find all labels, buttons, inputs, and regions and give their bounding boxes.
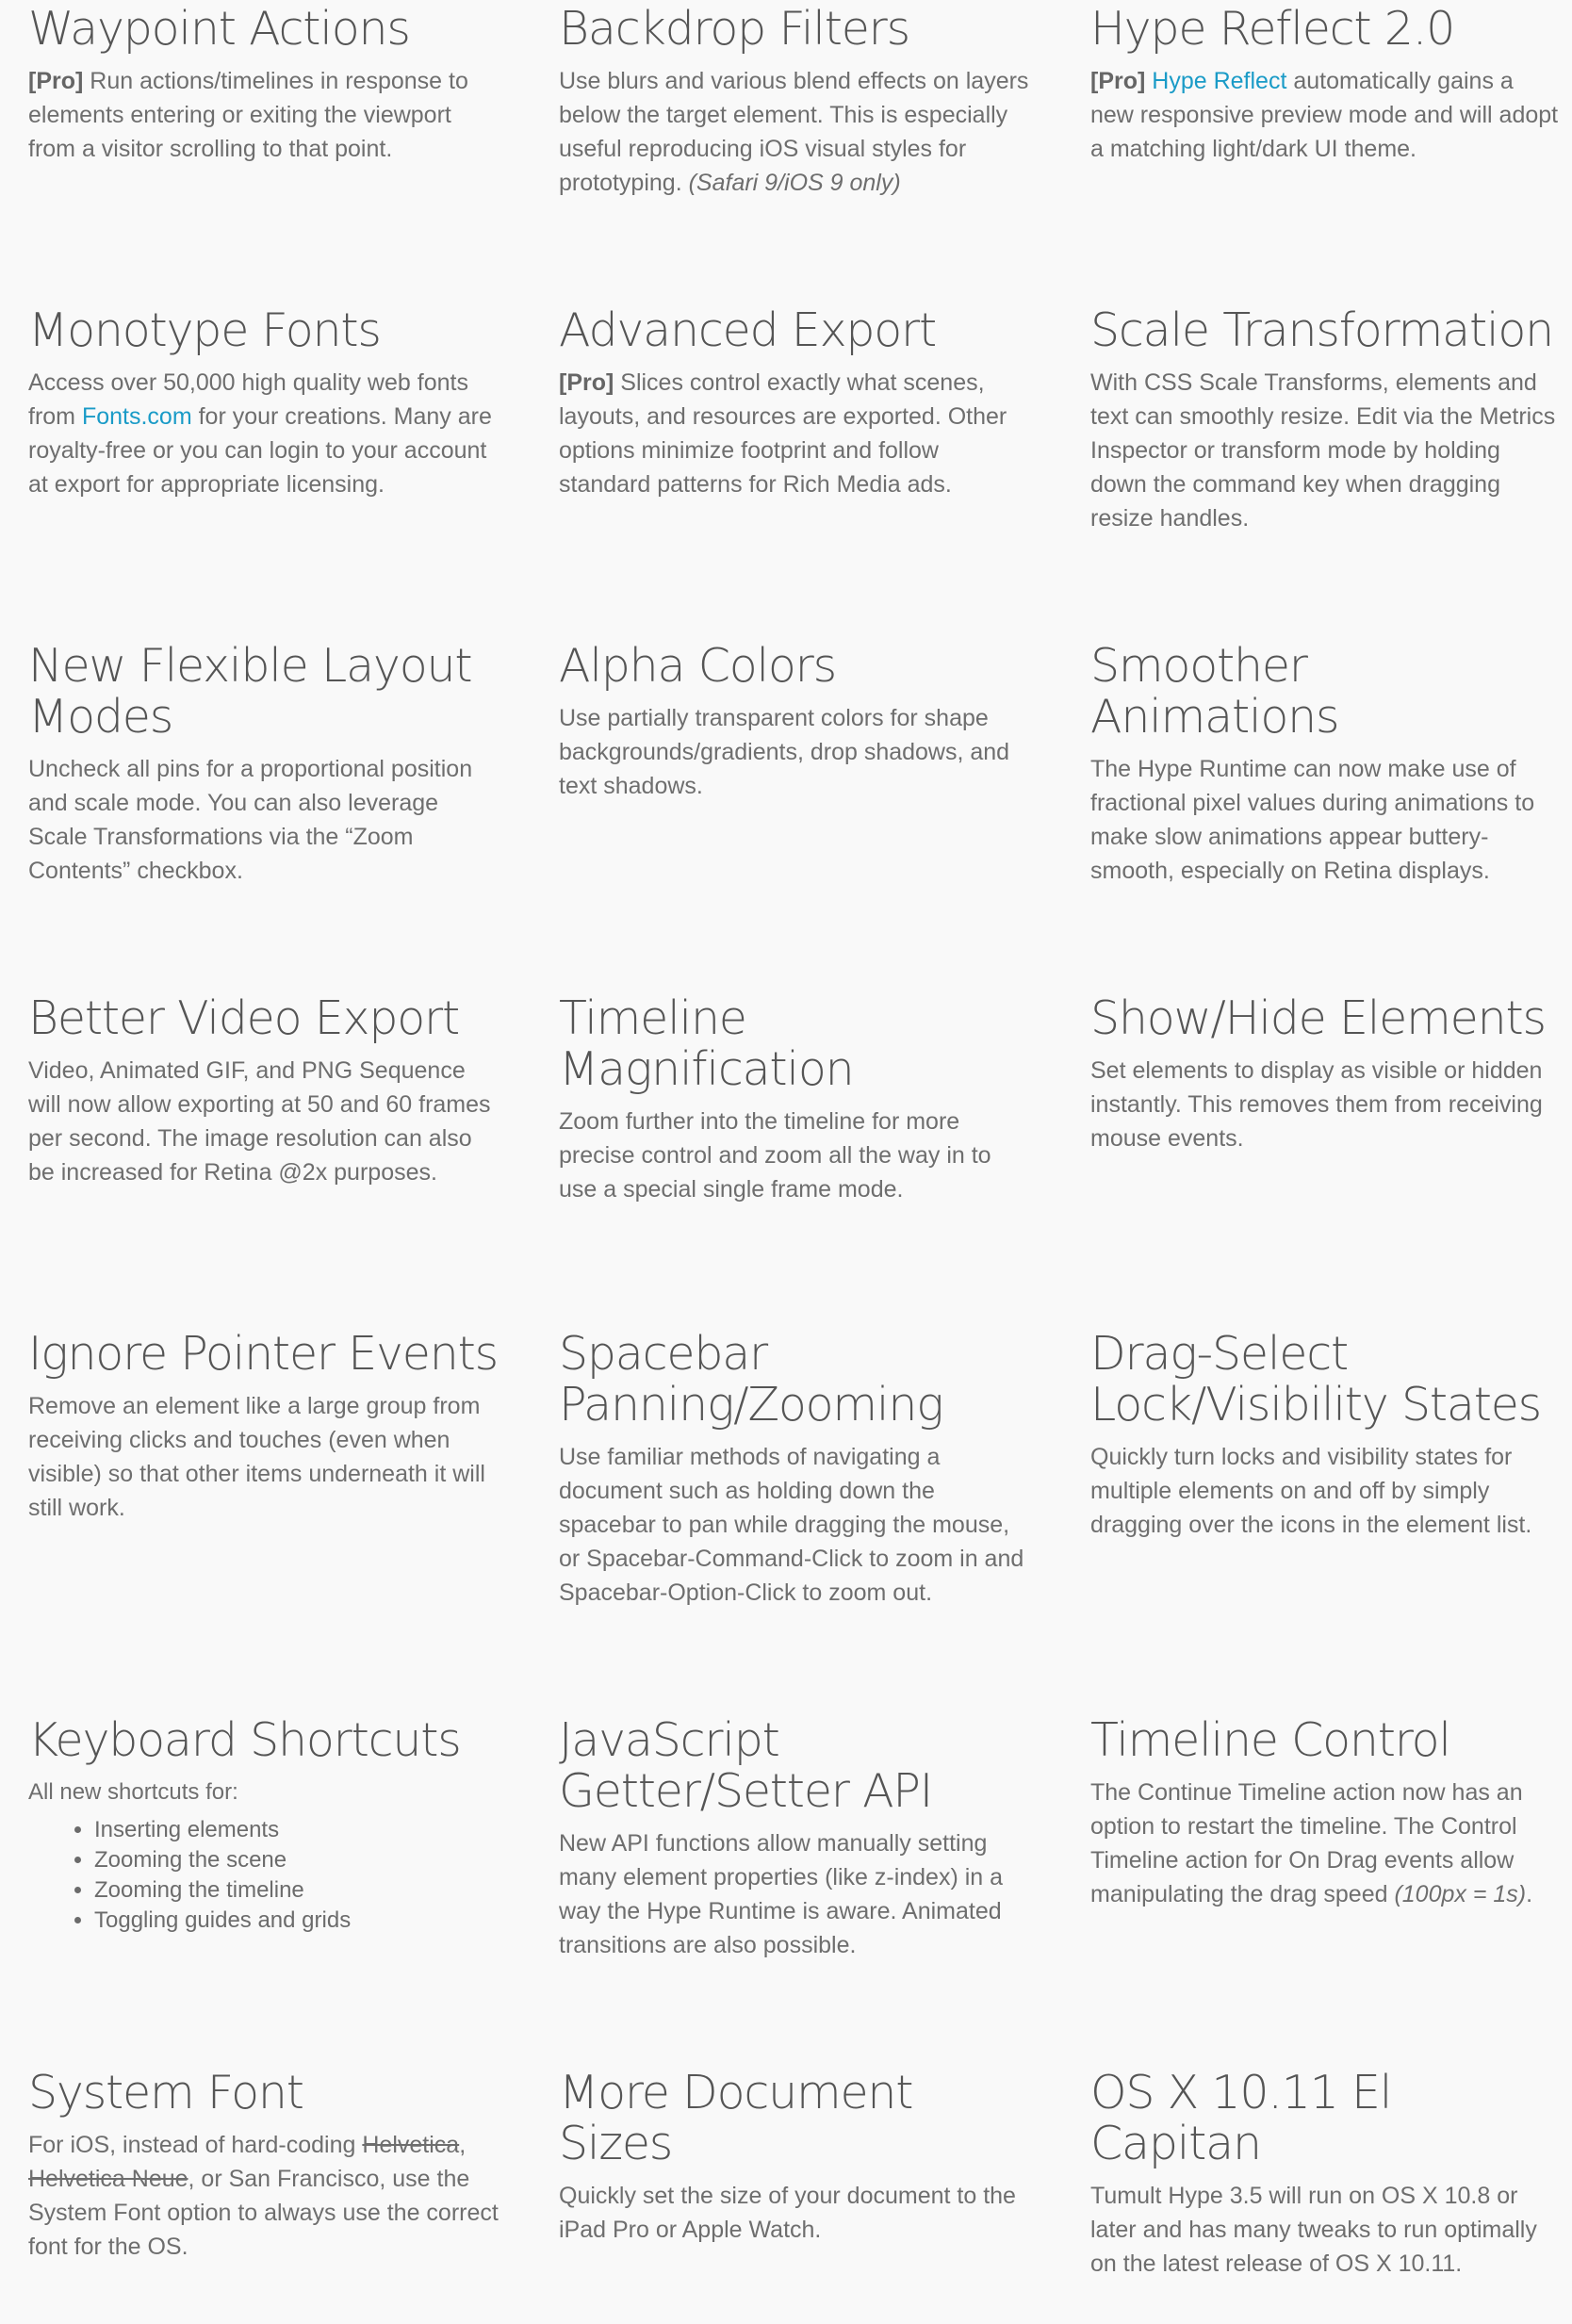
feature-description: Remove an element like a large group from receiving clicks and touches (even when visible) so that other items underneath it will still work. xyxy=(28,1393,485,1521)
feature-description: The Continue Timeline action now has an option to restart the timeline. The Control Timeline action for On Drag events allow manipulating the drag speed (100px = 1s). xyxy=(1090,1779,1533,1907)
feature-scale-transformation xyxy=(1090,305,1562,535)
feature-ignore-pointer-events xyxy=(28,1329,499,1525)
feature-title: Scale Transformation xyxy=(1090,303,1554,357)
feature-hype-reflect xyxy=(1090,4,1562,166)
feature-title: More Document Sizes xyxy=(559,2066,913,2170)
list-item: • Inserting elements xyxy=(94,1815,499,1845)
hype-reflect-link[interactable]: Hype Reflect xyxy=(1145,68,1287,94)
feature-title: System Font xyxy=(28,2066,303,2119)
feature-title: Backdrop Filters xyxy=(559,2,909,56)
feature-description: For iOS, instead of hard-coding Helvetica, Helvetica Neue, or San Francisco, use the System Font option to always use the correct font for the OS. xyxy=(28,2132,499,2260)
feature-advanced-export xyxy=(559,305,1030,501)
feature-smoother-animations xyxy=(1090,641,1562,888)
feature-title: Hype Reflect 2.0 xyxy=(1090,2,1455,56)
feature-spacebar-panning xyxy=(559,1329,1030,1610)
feature-description: New API functions allow manually setting many element properties (like z-index) in a way the Hype Runtime is aware. Animated transitions are also possible. xyxy=(559,1830,1004,1958)
feature-title: Better Video Export xyxy=(28,991,459,1045)
feature-description: Quickly set the size of your document to the iPad Pro or Apple Watch. xyxy=(559,2183,1016,2243)
pro-badge: [Pro] xyxy=(28,68,84,94)
feature-alpha-colors xyxy=(559,641,1030,803)
feature-title: Show/Hide Elements xyxy=(1090,991,1546,1045)
feature-backdrop-filters xyxy=(559,4,1030,200)
feature-title: Alpha Colors xyxy=(559,639,836,693)
feature-flexible-layout xyxy=(28,641,499,888)
list-item: • Zooming the scene xyxy=(94,1845,499,1875)
feature-description: [Pro] Run actions/timelines in response to elements entering or exiting the viewport from a visitor scrolling to that point. xyxy=(28,68,468,162)
feature-title: Drag-Select Lock/Visibility States xyxy=(1090,1327,1542,1432)
feature-description: Uncheck all pins for a proportional position and scale mode. You can also leverage Scale Transformations via the “Zoom Contents” checkbox. xyxy=(28,756,473,884)
feature-description: Use blurs and various blend effects on layers below the target element. This is especially useful reproducing iOS visual styles for prototyping. (Safari 9/iOS 9 only) xyxy=(559,68,1029,196)
shortcut-list xyxy=(28,1815,499,1936)
feature-title: Timeline Control xyxy=(1090,1713,1450,1767)
feature-title: Monotype Fonts xyxy=(28,303,381,357)
feature-waypoint-actions xyxy=(28,4,499,166)
struck-font-name: Helvetica Neue xyxy=(28,2166,188,2192)
feature-title: JavaScript Getter/Setter API xyxy=(559,1713,933,1818)
feature-description: [Pro] Slices control exactly what scenes, layouts, and resources are exported. Other options minimize footprint and follow standard patterns for Rich Media ads. xyxy=(559,369,1007,498)
feature-description: Quickly turn locks and visibility states for multiple elements on and off by simply dragging over the icons in the element list. xyxy=(1090,1444,1532,1538)
feature-title: Advanced Export xyxy=(559,303,937,357)
feature-title: Smoother Animations xyxy=(1090,639,1339,744)
list-item: • Toggling guides and grids xyxy=(94,1906,499,1936)
feature-title: Waypoint Actions xyxy=(28,2,410,56)
fonts-com-link[interactable]: Fonts.com xyxy=(81,403,192,430)
feature-description: Access over 50,000 high quality web fonts from Fonts.com for your creations. Many are royalty-free or you can login to your account at export for appropriate licensing. xyxy=(28,369,492,498)
feature-description: With CSS Scale Transforms, elements and text can smoothly resize. Edit via the Metrics Inspector or transform mode by holding down the command key when dragging resize handles. xyxy=(1090,369,1556,532)
feature-video-export xyxy=(28,993,499,1189)
feature-title: Timeline Magnification xyxy=(559,991,854,1096)
feature-description: Zoom further into the timeline for more precise control and zoom all the way in to use a special single frame mode. xyxy=(559,1108,991,1203)
feature-description: The Hype Runtime can now make use of fractional pixel values during animations to make slow animations appear buttery-smooth, especially on Retina displays. xyxy=(1090,756,1535,884)
feature-title: Ignore Pointer Events xyxy=(28,1327,498,1381)
feature-document-sizes xyxy=(559,2068,1030,2247)
feature-description: All new shortcuts for: xyxy=(28,1779,238,1805)
pro-badge: [Pro] xyxy=(1090,68,1146,94)
feature-title: Keyboard Shortcuts xyxy=(28,1713,461,1767)
list-item: • Zooming the timeline xyxy=(94,1875,499,1906)
struck-font-name: Helvetica xyxy=(362,2132,460,2158)
feature-drag-select xyxy=(1090,1329,1562,1542)
feature-keyboard-shortcuts xyxy=(28,1715,499,1936)
feature-description: Video, Animated GIF, and PNG Sequence will now allow exporting at 50 and 60 frames per second. The image resolution can also be increased for Retina @2x purposes. xyxy=(28,1057,491,1186)
feature-title: New Flexible Layout Modes xyxy=(28,639,472,744)
feature-system-font xyxy=(28,2068,499,2264)
compatibility-note: (Safari 9/iOS 9 only) xyxy=(688,170,901,196)
feature-description: Use familiar methods of navigating a document such as holding down the spacebar to pan while dragging the mouse, or Spacebar-Command-Click to zoom in and Spacebar-Option-Click to zoom out. xyxy=(559,1444,1024,1606)
feature-el-capitan xyxy=(1090,2068,1562,2281)
feature-description: Tumult Hype 3.5 will run on OS X 10.8 or later and has many tweaks to run optimally on the latest release of OS X 10.11. xyxy=(1090,2183,1537,2277)
feature-title: OS X 10.11 El Capitan xyxy=(1090,2066,1392,2170)
feature-show-hide xyxy=(1090,993,1562,1155)
feature-monotype-fonts xyxy=(28,305,499,501)
feature-timeline-control xyxy=(1090,1715,1562,1911)
feature-description: Use partially transparent colors for shape backgrounds/gradients, drop shadows, and text shadows. xyxy=(559,705,1010,799)
feature-title: Spacebar Panning/Zooming xyxy=(559,1327,943,1432)
pro-badge: [Pro] xyxy=(559,369,614,396)
feature-timeline-magnification xyxy=(559,993,1030,1206)
feature-description: [Pro] Hype Reflect automatically gains a new responsive preview mode and will adopt a matching light/dark UI theme. xyxy=(1090,68,1559,162)
feature-description: Set elements to display as visible or hidden instantly. This removes them from receiving mouse events. xyxy=(1090,1057,1543,1152)
feature-javascript-api xyxy=(559,1715,1030,1962)
speed-note: (100px = 1s) xyxy=(1394,1881,1527,1907)
